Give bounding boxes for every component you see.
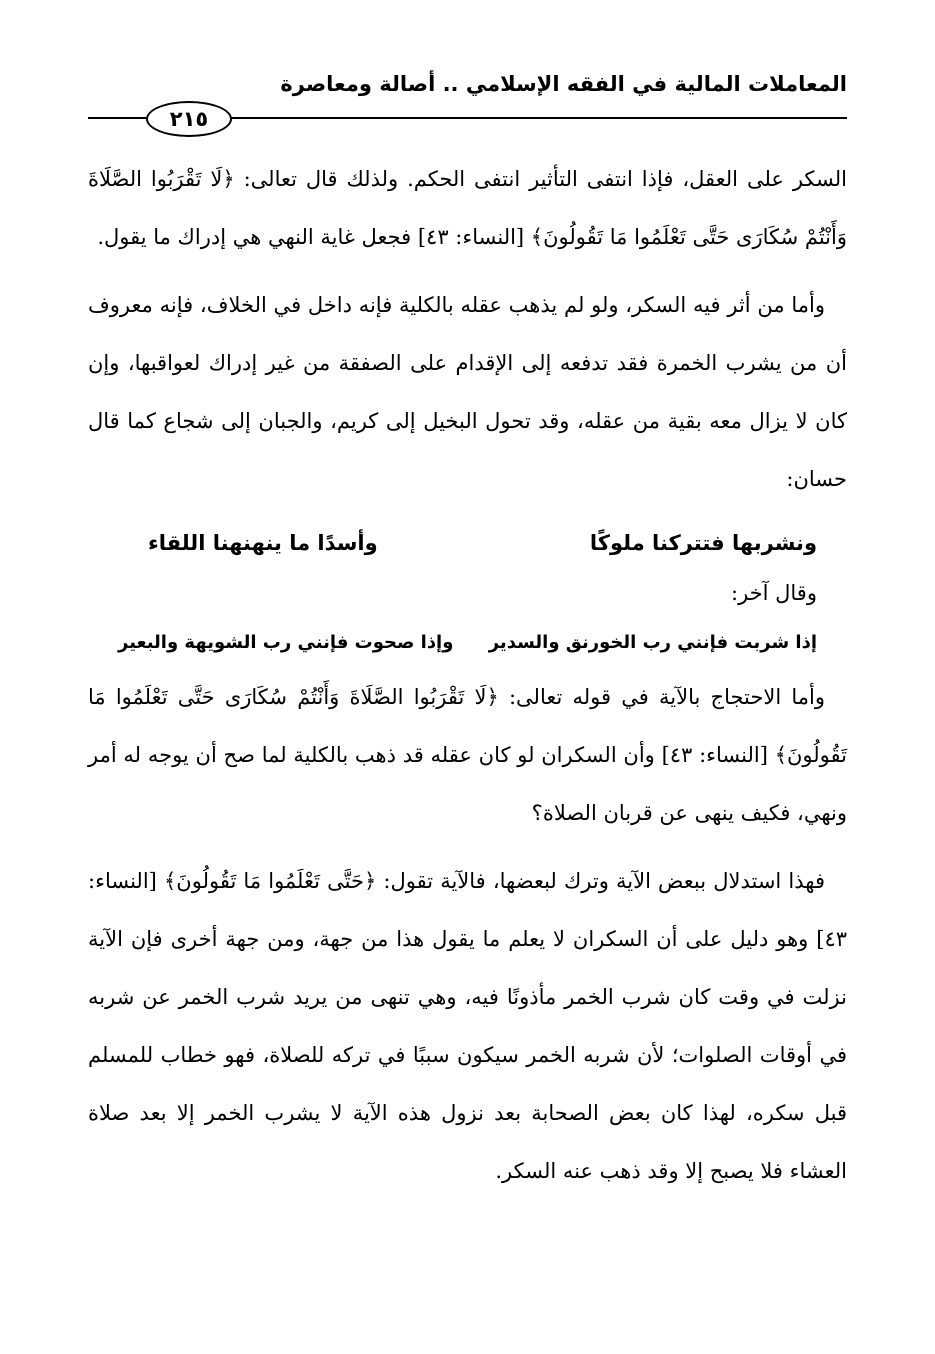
running-header-title: المعاملات المالية في الفقه الإسلامي .. أصالة ومعاصرة bbox=[280, 72, 847, 96]
page-number-badge: ٢١٥ bbox=[146, 101, 232, 137]
paragraph-3: وأما الاحتجاج بالآية في قوله تعالى: ﴿لَا تَقْرَبُوا الصَّلَاةَ وَأَنْتُمْ سُكَارَى حَتَّى تَعْلَمُوا مَا تَقُولُونَ﴾ [النساء: ٤٣] وأن السكران لو كان عقله قد ذهب بالكلية لما صح أن يوجه له أمر ونهي، فكيف ينهى عن قربان الصلاة؟ bbox=[88, 685, 847, 825]
poem-verse-2 bbox=[88, 618, 847, 668]
poem-verse-1 bbox=[88, 518, 847, 568]
paragraph-4: فهذا استدلال ببعض الآية وترك لبعضها، فالآية تقول: ﴿حَتَّى تَعْلَمُوا مَا تَقُولُونَ﴾ [النساء: ٤٣] وهو دليل على أن السكران لا يعلم ما يقول هذا من جهة، ومن جهة أخرى فإن الآية نزلت في وقت كان شرب الخمر مأذونًا فيه، وهي تنهى من يريد شرب الخمر عن شربه في أوقات الصلوات؛ لأن شربه الخمر سيكون سببًا في تركه للصلاة، فهو خطاب للمسلم قبل سكره، لهذا كان بعض الصحابة بعد نزول هذه الآية لا يشرب الخمر إلا بعد صلاة العشاء فلا يصبح إلا وقد ذهب عنه السكر. bbox=[88, 869, 847, 1183]
verse-1-second-hemistich: وأسدًا ما ينهنهنا اللقاء bbox=[148, 531, 378, 555]
paragraph-1: السكر على العقل، فإذا انتفى التأثير انتفى الحكم. ولذلك قال تعالى: ﴿لَا تَقْرَبُوا الصَّلَاةَ وَأَنْتُمْ سُكَارَى حَتَّى تَعْلَمُوا مَا تَقُولُونَ﴾ [النساء: ٤٣] فجعل غاية النهي هي إدراك ما يقول. bbox=[88, 167, 847, 249]
paragraph-2: وأما من أثر فيه السكر، ولو لم يذهب عقله بالكلية فإنه داخل في الخلاف، فإنه معروف أن من يشرب الخمرة فقد تدفعه إلى الإقدام على الصفقة من غير إدراك لعواقبها، وإن كان لا يزال معه بقية من عقله، وقد تحول البخيل إلى كريم، والجبان إلى شجاع كما قال حسان: bbox=[88, 293, 847, 491]
verse-2-first-hemistich: إذا شربت فإنني رب الخورنق والسدير bbox=[488, 632, 817, 653]
verse-1-first-hemistich: ونشربها فتتركنا ملوكًا bbox=[589, 531, 817, 555]
verse-2-second-hemistich: وإذا صحوت فإنني رب الشويهة والبعير bbox=[118, 632, 454, 653]
poem-intro-2: وقال آخر: bbox=[731, 581, 817, 605]
body-text bbox=[88, 150, 847, 1210]
